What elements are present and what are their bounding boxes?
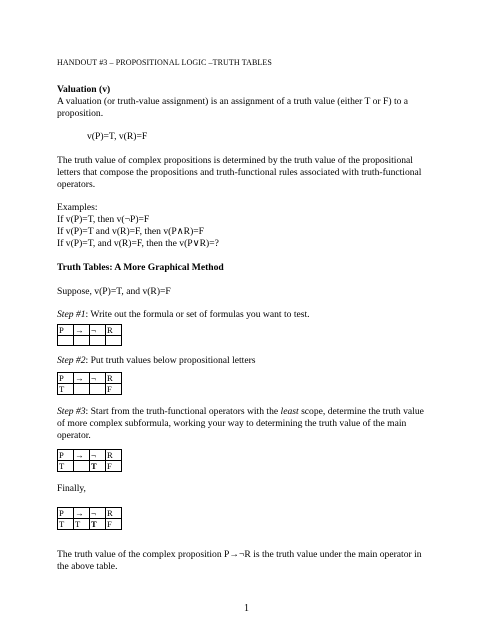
suppose-line: Suppose, v(P)=T, and v(R)=F (57, 286, 171, 297)
truth-tables-heading: Truth Tables: A More Graphical Method (57, 262, 224, 273)
step-3-instruction (57, 406, 424, 418)
step-1-instruction (57, 309, 310, 321)
truth-table-step-1 (57, 324, 122, 346)
table-row-header (58, 508, 122, 519)
table-cell: → (74, 508, 90, 519)
table-cell: R (106, 373, 122, 384)
table-cell (74, 384, 90, 395)
table-cell: → (74, 325, 90, 336)
example-line-1: If v(P)=T, then v(¬P)=F (57, 214, 150, 225)
table-cell: R (106, 508, 122, 519)
table-cell: → (74, 450, 90, 461)
table-row-header (58, 373, 122, 384)
paragraph-line-3: operators. (57, 179, 96, 190)
finally-label: Finally, (57, 483, 86, 494)
paragraph-line-1: The truth value of complex propositions is determined by the truth value of the propositional (57, 155, 413, 166)
step-3-label: Step #3 (57, 406, 86, 417)
truth-table-step-3 (57, 449, 122, 472)
table-row-values (58, 519, 122, 530)
table-cell: R (106, 325, 122, 336)
table-row-header (58, 325, 122, 336)
examples-label: Examples: (57, 202, 98, 213)
table-cell: P (58, 450, 74, 461)
table-row-header (58, 450, 122, 461)
table-cell: ¬ (90, 450, 106, 461)
table-cell: ¬ (90, 508, 106, 519)
table-cell: T (90, 519, 106, 530)
table-cell: F (106, 384, 122, 395)
table-cell (58, 336, 74, 346)
table-cell: ¬ (90, 373, 106, 384)
table-cell: T (58, 519, 74, 530)
table-cell: T (58, 461, 74, 472)
table-cell: R (106, 450, 122, 461)
step-3-text-b: scope, determine the truth value (298, 406, 424, 417)
table-row-values (58, 461, 122, 472)
table-cell: T (74, 519, 90, 530)
example-line-2: If v(P)=T and v(R)=F, then v(P∧R)=F (57, 226, 205, 237)
example-line-3: If v(P)=T, and v(R)=F, then the v(P∨R)=? (57, 238, 219, 249)
valuation-definition-line-2: proposition. (57, 108, 104, 119)
conclusion-line-1: The truth value of the complex proposition P→¬R is the truth value under the main operator in (57, 549, 422, 560)
step-2-label: Step #2 (57, 355, 86, 366)
valuation-definition-line-1: A valuation (or truth-value assignment) is an assignment of a truth value (either T or F) to a (57, 96, 409, 107)
table-cell: ¬ (90, 325, 106, 336)
step-2-instruction (57, 355, 256, 367)
step-3-emphasis: least (280, 406, 299, 417)
valuation-heading: Valuation (v) (57, 84, 111, 95)
table-cell: P (58, 325, 74, 336)
step-1-label: Step #1 (57, 309, 86, 320)
table-cell (74, 336, 90, 346)
handout-title: HANDOUT #3 – PROPOSITIONAL LOGIC –TRUTH TABLES (57, 58, 272, 67)
table-cell: T (58, 384, 74, 395)
paragraph-line-2: letters that compose the propositions and truth-functional rules associated with truth-functional (57, 167, 422, 178)
conclusion-line-2: the above table. (57, 561, 118, 572)
step-1-text: : Write out the formula or set of formulas you want to test. (85, 309, 310, 320)
step-3-line-2: of more complex subformula, working your way to determining the truth value of the main (57, 418, 407, 429)
table-row-blank (58, 336, 122, 346)
table-cell (90, 384, 106, 395)
table-row-values (58, 384, 122, 395)
truth-table-final (57, 507, 122, 530)
table-cell (106, 336, 122, 346)
valuation-example: v(P)=T, v(R)=F (87, 131, 148, 142)
step-3-line-3: operator. (57, 430, 91, 441)
table-cell: → (74, 373, 90, 384)
table-cell: T (90, 461, 106, 472)
truth-table-step-2 (57, 372, 122, 395)
page-number: 1 (244, 603, 249, 614)
table-cell: F (106, 461, 122, 472)
table-cell: P (58, 508, 74, 519)
table-cell: P (58, 373, 74, 384)
table-cell: F (106, 519, 122, 530)
step-3-text-a: : Start from the truth-functional operators with the (85, 406, 281, 417)
step-2-text: : Put truth values below propositional letters (85, 355, 256, 366)
table-cell (90, 336, 106, 346)
table-cell (74, 461, 90, 472)
